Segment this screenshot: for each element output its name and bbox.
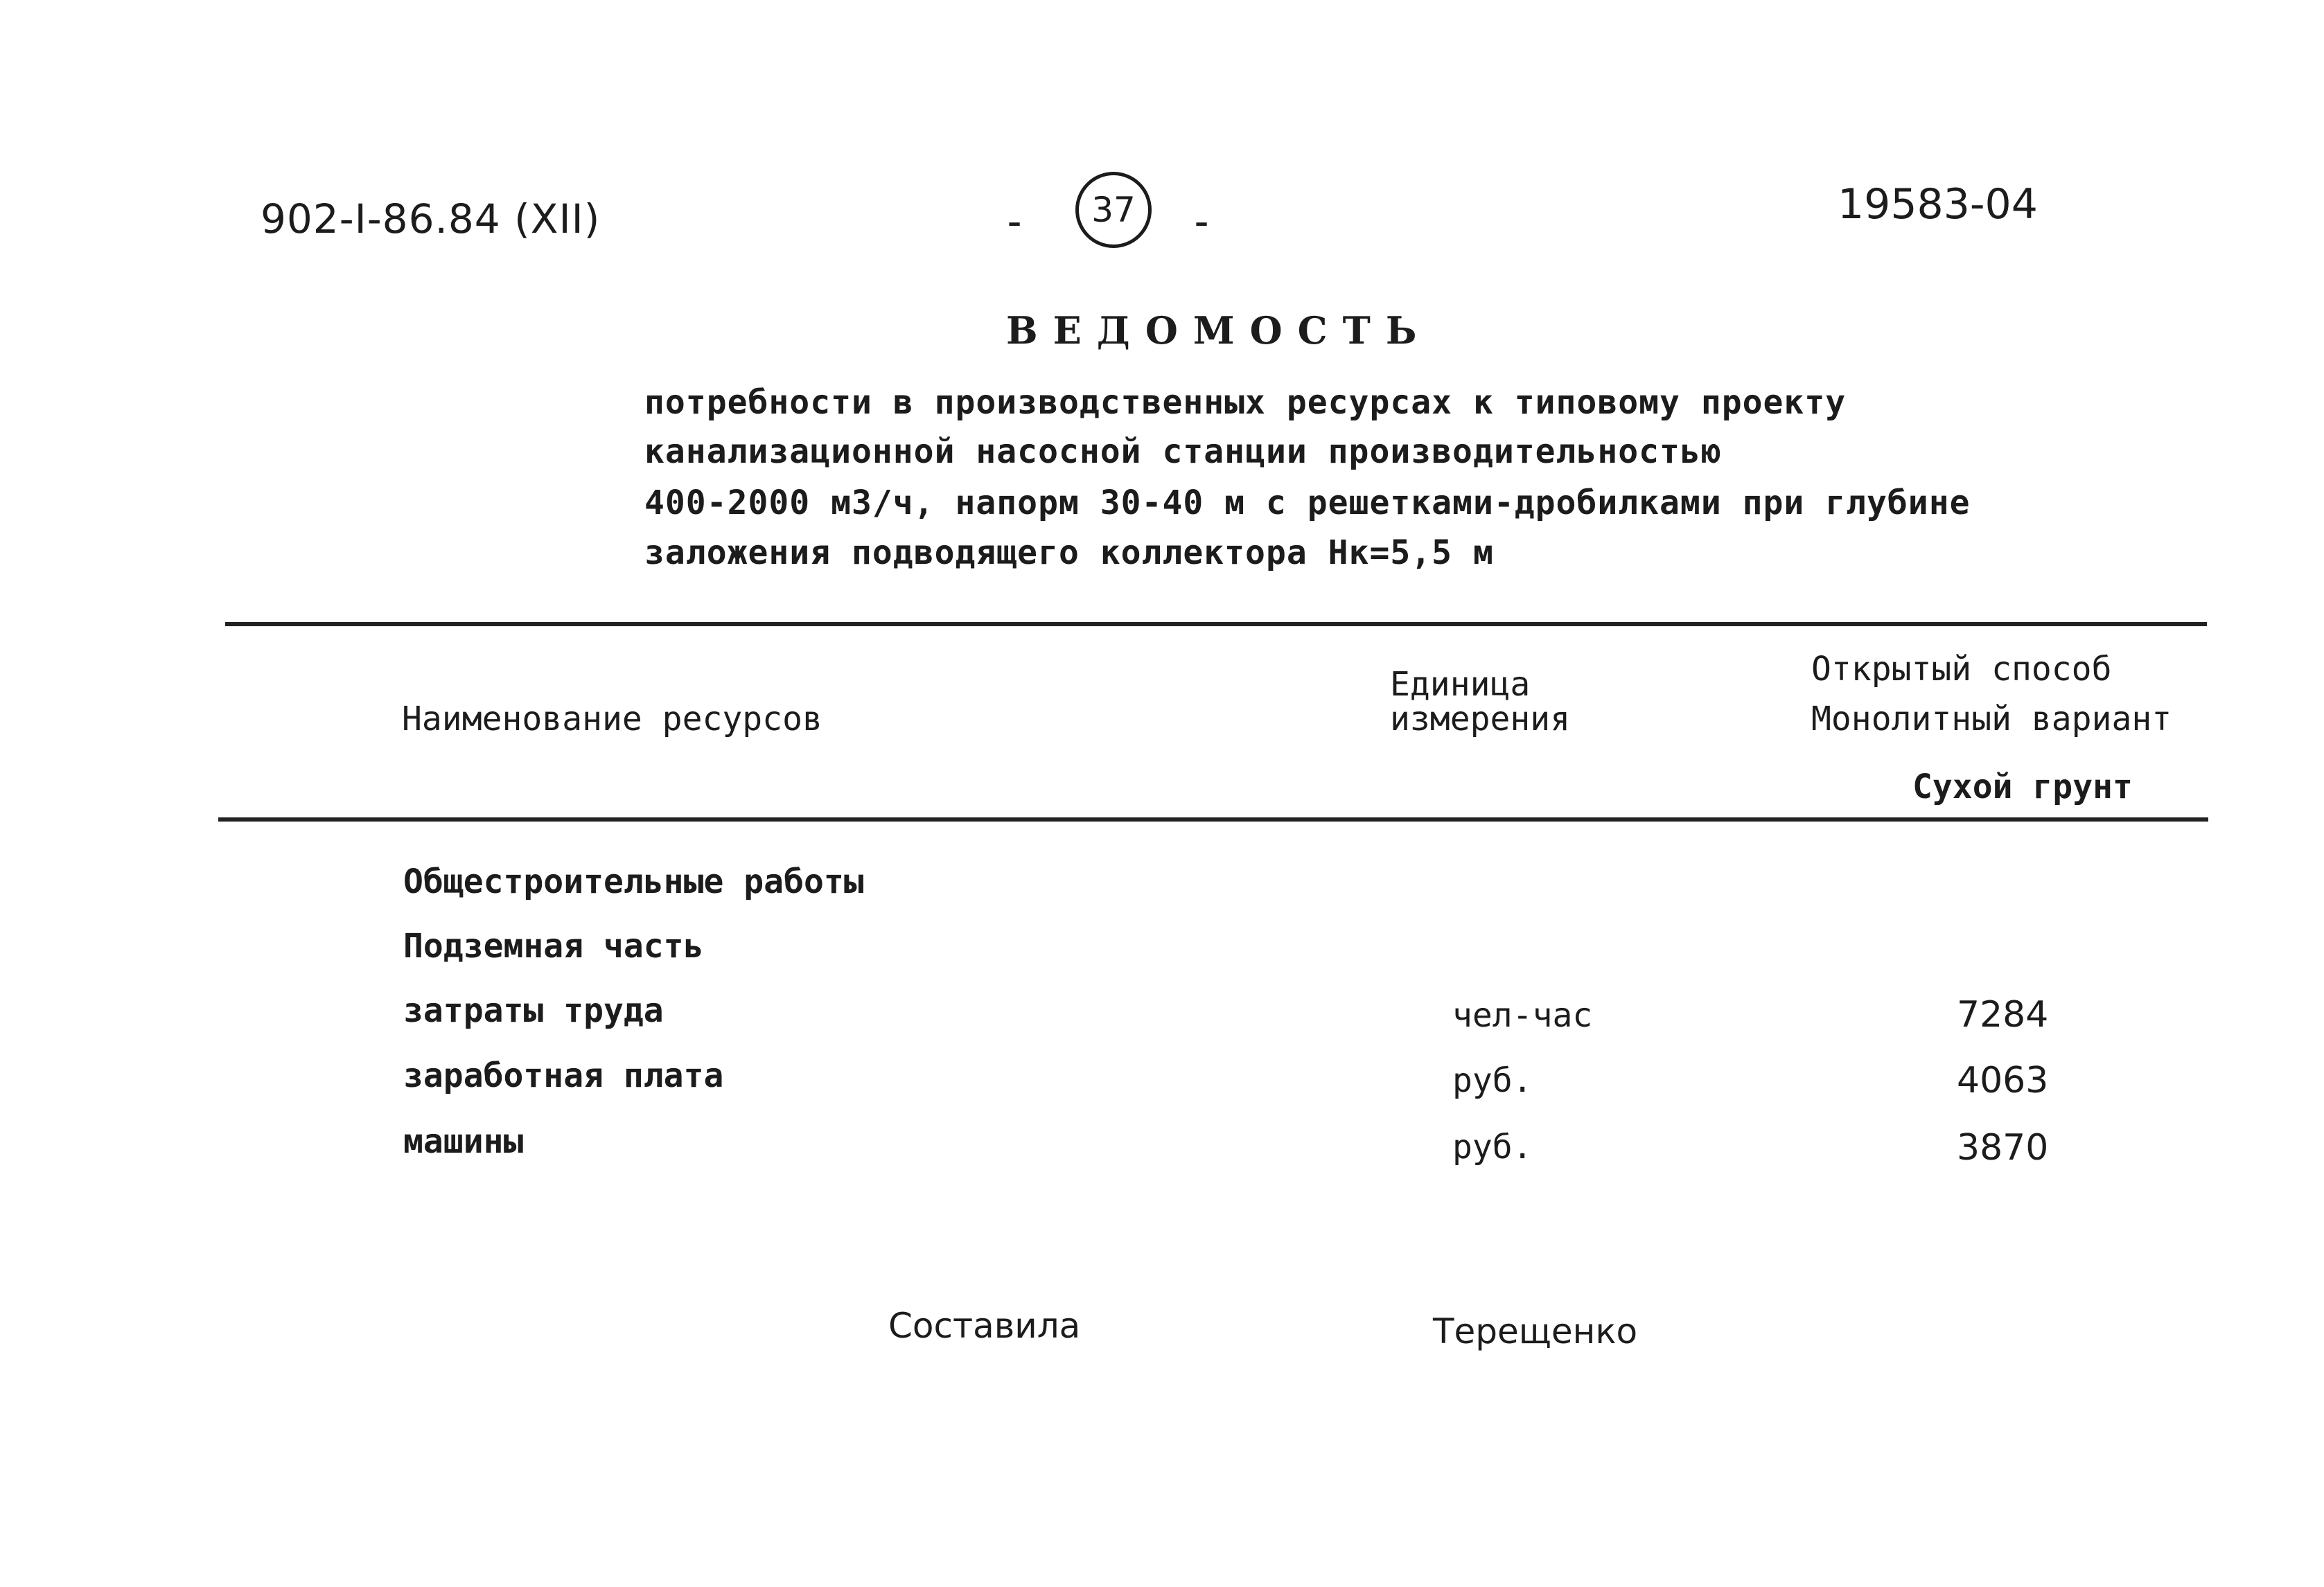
page-dash-left: - — [1002, 197, 1028, 246]
row-unit-labor: чел-час — [1452, 996, 1593, 1035]
column-header-method-line-1: Открытый способ — [1811, 650, 2112, 689]
column-header-method-line-2: Монолитный вариант — [1811, 700, 2172, 738]
subtitle-line-3: 400-2000 м3/ч, напорм 30-40 м с решетками-дробилками при глубине — [644, 484, 1971, 522]
row-unit-machines: руб. — [1452, 1128, 1533, 1167]
document-title: ВЕДОМОСТЬ — [1006, 308, 1432, 353]
subtitle-line-4: заложения подводящего коллектора Hк=5,5 м — [644, 533, 1494, 572]
row-value-labor: 7284 — [1957, 994, 2049, 1036]
subtitle-line-1: потребности в производственных ресурсах к типовому проекту — [644, 383, 1847, 422]
signature-name: Терещенко — [1433, 1311, 1638, 1351]
subsection-title: Подземная часть — [403, 927, 704, 966]
row-unit-wages: руб. — [1452, 1061, 1533, 1100]
archive-number: 19583-04 — [1838, 180, 2038, 229]
table-header-rule — [218, 817, 2208, 822]
row-name-machines: машины — [403, 1122, 524, 1161]
row-value-wages: 4063 — [1957, 1060, 2049, 1101]
row-name-wages: заработная плата — [403, 1056, 724, 1095]
column-header-name: Наименование ресурсов — [402, 700, 822, 738]
page-number: 37 — [1075, 172, 1152, 248]
row-name-labor: затраты труда — [403, 991, 664, 1030]
column-header-unit-line-2: измерения — [1390, 700, 1571, 738]
subtitle-line-2: канализационной насосной станции производительностью — [644, 432, 1722, 471]
column-header-unit-line-1: Единица — [1390, 665, 1531, 704]
section-title: Общестроительные работы — [403, 862, 864, 901]
column-header-method-line-3: Сухой грунт — [1912, 768, 2133, 806]
document-code: 902-I-86.84 (XII) — [261, 195, 601, 242]
signature-label: Составила — [888, 1306, 1081, 1346]
page-dash-right: - — [1189, 197, 1215, 246]
row-value-machines: 3870 — [1957, 1127, 2049, 1169]
table-top-rule — [225, 622, 2207, 626]
